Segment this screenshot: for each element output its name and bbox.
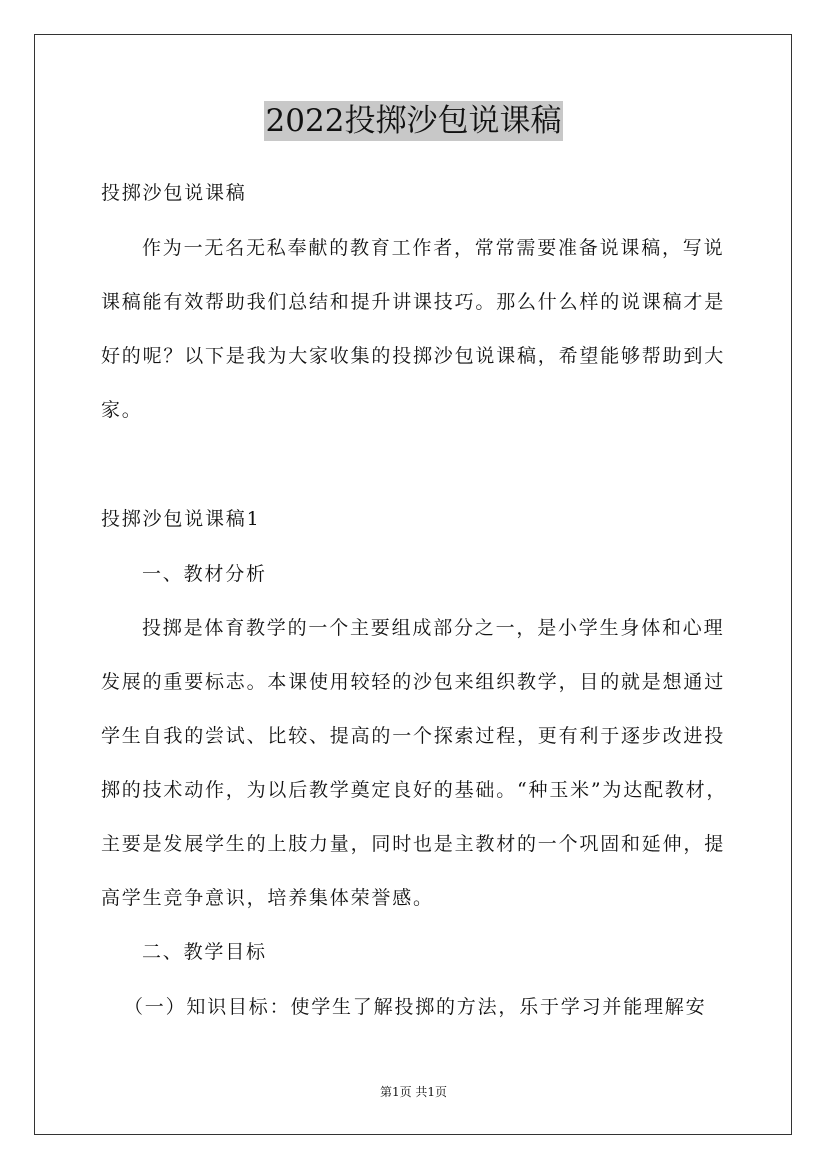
paragraph-line: 掷的技术动作，为以后教学奠定良好的基础。“种玉米”为达配教材，	[101, 779, 728, 801]
document-title: 2022投掷沙包说课稿	[265, 103, 562, 139]
paragraph-line: 课稿能有效帮助我们总结和提升讲课技巧。那么什么样的说课稿才是	[101, 291, 726, 313]
subsection-heading: 一、教材分析	[142, 563, 267, 585]
section-heading: 投掷沙包说课稿1	[101, 508, 261, 530]
paragraph-line: 家。	[101, 399, 143, 421]
paragraph-line: 主要是发展学生的上肢力量，同时也是主教材的一个巩固和延伸，提	[101, 833, 726, 855]
subtitle: 投掷沙包说课稿	[101, 182, 247, 204]
paragraph-line: 好的呢？以下是我为大家收集的投掷沙包说课稿，希望能够帮助到大	[101, 345, 726, 367]
paragraph-line: 高学生竞争意识，培养集体荣誉感。	[101, 887, 434, 909]
paragraph-line: （一）知识目标：使学生了解投掷的方法，乐于学习并能理解安	[124, 996, 707, 1018]
paragraph-line: 作为一无名无私奉献的教育工作者，常常需要准备说课稿，写说	[142, 237, 725, 259]
title-container	[0, 101, 827, 141]
page-number-footer: 第1页 共1页	[379, 1085, 448, 1099]
paragraph-line: 投掷是体育教学的一个主要组成部分之一，是小学生身体和心理	[142, 617, 725, 639]
subsection-heading: 二、教学目标	[142, 941, 267, 963]
paragraph-line: 学生自我的尝试、比较、提高的一个探索过程，更有利于逐步改进投	[101, 725, 726, 747]
paragraph-line: 发展的重要标志。本课使用较轻的沙包来组织教学，目的就是想通过	[101, 671, 726, 693]
